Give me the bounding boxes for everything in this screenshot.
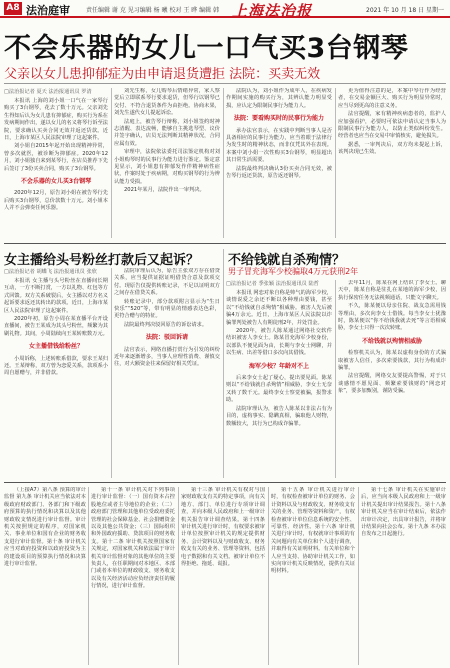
paragraph: 不久，陈某便以母亲住院、战友急需用钱等理由，多次向李女士借钱。每当李女士犹豫时，陈某便以“你不给钱我就去死”等言语相威胁，李女士只得一次次转账。 xyxy=(338,303,446,332)
story-three-column-2 xyxy=(338,280,446,478)
paragraph: 去年11月，陈某在网上结识了李女士。聊天中，陈某自称是驻扎在某地的海军少校，因执行保密任务无法视频通话，只能文字聊天。 xyxy=(338,280,446,301)
paragraph: （上接A7）第八条 预算的审计监督 第九条 审计机关应当依法对本级政府财政部门、各部门和下级政府预算的执行情况和决算以及其他财政收支情况进行审计监督。审计机关按照规定的程序，对国家机关、事业单位和国有企业的财务收支进行审计监督。第十条 审计机关应当对政府投资和以政府投资为主的建设项目的预算执行情况和决算进行审计监督。 xyxy=(4,487,86,568)
editors-line: 责任编辑 谢 克 见习编辑 杨 曦 校对 王 晔 编辑 韩 xyxy=(86,7,220,14)
paragraph: 更为值得注意的是，本案中琴行作为经营者，在交易金额巨大、购买行为明显异常时，应当尽到更高的注意义务。 xyxy=(338,88,446,109)
story-three-column-1 xyxy=(226,280,332,478)
page-number: A8 xyxy=(4,2,22,15)
paragraph: 法院认为，刘小姐作为成年人，在疾病发作期间实施的购买行为，其辨认能力明显受损，应认定为限制民事行为能力人。 xyxy=(226,88,332,109)
paragraph: 刘先生称，女儿购琴后情绪异常，家人察觉后立即联系琴行要求退货，但琴行以钢琴已交付、不符合退货条件为由拒绝。协商未果，刘先生遂代女儿提起诉讼。 xyxy=(114,88,220,117)
paragraph: 法院最终判决确认3份买卖合同无效，被告琴行返还货款，原告返还钢琴。 xyxy=(226,165,332,180)
lead-subhead: 父亲以女儿患抑郁症为由申请退货遭拒 法院：买卖无效 xyxy=(4,67,321,82)
story-two-headline: 女主播给头号粉丝打款后又起诉？ xyxy=(4,253,200,268)
lead-column-3 xyxy=(226,88,332,238)
divider xyxy=(4,243,446,244)
paragraph: 法院审理后认为，原告主张双方存在借贷关系，应当提供证据证明借贷合意及款项交付。现原告仅提供转账记录，不足以证明双方之间存在借贷关系。 xyxy=(114,268,220,297)
paragraph: 法院最终判决驳回原告的诉讼请求。 xyxy=(124,321,208,328)
paragraph: 第十七条 审计机关在实施审计后，应当向本级人民政府和上一级审计机关提出审计结果报告。第十八条 审计机关应当在审计结束后，依法作出审计决定，出具审计报告，并将审计结果向社会公布。第十九条 本办法自发布之日起施行。 xyxy=(361,487,446,538)
divider xyxy=(178,487,179,665)
story-three-headline: 不给钱就自杀殉情？ xyxy=(228,253,346,268)
byline: □法治报记者 胡蝶飞 法治报通讯员 张欣 xyxy=(4,269,97,275)
paragraph: 法官提醒，网络交友要提高警惕，对于只谈感情不愿见面、频繁索要钱财的“网恋对象”，要多加甄别，谨防受骗。 xyxy=(338,373,446,395)
paragraph: 本报讯 网恋对象自称是帅气的海军少校，谈情说爱之余还不断以各种理由要钱，甚至以“不给钱就自杀殉情”相威胁。被害人先后被骗4万余元。近日，上海市某区人民法院以诈骗罪判处被告人有期徒刑2年，并处罚金。 xyxy=(226,290,332,326)
byline: □法治报记者 夏天 法治报通讯员 罗清 xyxy=(4,89,92,95)
regulation-column-2 xyxy=(91,487,175,665)
lead-column-4 xyxy=(338,88,446,238)
story-two-column-2 xyxy=(114,268,220,478)
issue-date: 2021 年 10 月 18 日 星期一 xyxy=(366,7,444,14)
paragraph: 第十五条 审计机关进行审计时，有权检查被审计单位的财务、会计资料以及与财政收支、财务收支有关的业务、管理等资料和资产，有权检查被审计单位信息系统的安全性、可靠性、经济性。第十六条 审计机关进行审计时，有权就审计事项的有关问题向有关单位和个人进行调查，并取得有关证明材料。有关单位和个人应当支持、协助审计机关工作，如实向审计机关反映情况，提供有关证明材料。 xyxy=(271,487,355,575)
section-subtitle: 女主播借钱给粉丝？ xyxy=(28,343,83,351)
paragraph: 转账记录中，部分款项附言显示为“生日快乐”“520”等，带有明显的情感表达色彩，更符合赠与的特征。 xyxy=(114,298,220,320)
paragraph: 第十三条 审计机关有权对与国家财政收支有关的特定事项，向有关地方、部门、单位进行专项审计调查，并向本级人民政府和上一级审计机关报告审计调查结果。第十四条 审计机关进行审计时，有权要求被审计单位按照审计机关的规定提供财务、会计资料以及与财政收支、财务收支有关的业务、管理等资料，包括电子数据和有关文档。被审计单位不得拒绝、拖延、谎报。 xyxy=(181,487,265,568)
paragraph: 审理中，法院依法委托司法鉴定机构对刘小姐购琴时的民事行为能力进行鉴定。鉴定意见显示，刘小姐患有抑郁发作伴精神病性症状，作案时处于疾病期，对购买钢琴的行为辨认能力受损。 xyxy=(114,149,220,185)
byline: □法治报记者 季张颖 法治报通讯员 陆哲 xyxy=(226,281,319,287)
paragraph: 法官提醒，家有精神疾病患者的，监护人应加强看护，必要时可依法申请认定当事人为限制民事行为能力人，以防止类似纠纷发生。经营者也应当在交易中审慎核实，避免损失。 xyxy=(338,111,446,140)
lead-column-2 xyxy=(114,88,220,238)
story-two-column-1 xyxy=(4,268,108,478)
regulation-column-5 xyxy=(361,487,446,665)
divider xyxy=(268,487,269,665)
section-title: 法治庭审 xyxy=(26,4,70,17)
divider xyxy=(111,268,112,478)
paragraph: 本报讯 女主播与头号粉丝在直播间长期互动，一方不断打赏，一方以礼物、红包等方式回馈。双方关系破裂后，女主播以对方名义起诉要求返还其转出的款项。近日，上海市某区人民法院审理了这起案件。 xyxy=(4,278,108,314)
section-subtitle: 法院：要看购买时的民事行为能力 xyxy=(233,115,324,123)
divider xyxy=(223,249,224,478)
paragraph: 第十一条 审计机关对下列事项进行审计监督：（一）国有资本占控股地位或者主导地位的企业；（二）政府部门管理和其他单位受政府委托管理的社会保障基金、社会捐赠资金以及其他公共资金；（三）国际组织和外国政府援助、贷款项目的财务收支。第十二条 审计机关按照国家有关规定，对国家机关和依法属于审计机关审计监督对象的其他单位的主要负责人，在任职期间对本地区、本部门或者本单位的财政收支、财务收支以及有关经济活动应负经济责任的履行情况，进行审计监督。 xyxy=(91,487,175,590)
paragraph: 法官表示，网络直播打赏行为引发的纠纷近年来逐渐增多，当事人应理性消费、谨慎交往，对大额资金往来保留好相关凭证。 xyxy=(114,346,220,368)
paragraph: 2020年，被告人陈某通过网络社交软件结识被害人李女士。陈某冒充海军少校身份，以部队不便见面为由，长期与李女士网聊，并以生病、出差等借口多次向其借钱。 xyxy=(226,328,332,357)
masthead xyxy=(0,0,450,18)
section-subtitle: 不给钱就以殉情相威胁 xyxy=(361,337,422,345)
lead-column-1 xyxy=(4,88,108,238)
section-subtitle: 不会乐器的女儿买3台钢琴 xyxy=(20,178,92,186)
story-three-subhead: 男子冒充海军少校骗取4万元获刑2年 xyxy=(228,267,359,276)
paragraph: 法院审理认为，被告人陈某以非法占有为目的，虚构事实、隐瞒真相，骗取他人财物，数额较大，其行为已构成诈骗罪。 xyxy=(226,405,332,427)
regulation-column-4 xyxy=(271,487,355,665)
paragraph: 2020年初，原告小周在某直播平台开设直播间，被告王某成为其头号粉丝，频繁为其刷礼物。其间，小周陆续向王某转账数万元。 xyxy=(4,316,108,337)
regulation-column-3 xyxy=(181,487,265,665)
paragraph: 2020年12月，原告刘小姐在被告琴行先后购买3台钢琴，总价款数十万元。刘小姐本人并不会弹奏任何乐器。 xyxy=(4,190,108,212)
divider xyxy=(223,88,224,238)
regulation-column-1 xyxy=(4,487,86,665)
lead-headline: 不会乐器的女儿一口气买3台钢琴 xyxy=(4,33,409,64)
paragraph: 法庭上，被告琴行辩称，刘小姐签约时神志清醒、表达流畅，能够自主挑选琴型、议价并签字确认，店员无法判断其精神状况，合同应属有效。 xyxy=(114,118,220,147)
paragraph: 承办法官表示，在实践中判断当事人是否具备相应的民事行为能力，应当着眼于法律行为发生时的精神状态，而非仅凭其外在表现。本案中刘小姐一次性购买3台钢琴，明显超出其日常生活需要。 xyxy=(226,127,332,164)
paragraph: 检察机关认为，陈某以虚构身份的方式骗取被害人信任，多次索要钱款，其行为构成诈骗罪。 xyxy=(338,350,446,372)
paragraph: 刘小姐自2015年起开始出现精神异常，曾多次就医，被诊断为抑郁症。2020年12月，刘小姐独自来到某琴行，在店员推荐下先后签订了3份买卖合同，购买了3台钢琴。 xyxy=(4,143,108,172)
divider xyxy=(335,88,336,238)
section-subtitle: 海军少校？年龄对不上 xyxy=(248,362,309,370)
divider xyxy=(88,487,89,665)
paragraph: 小周诉称，上述转账系借款，要求王某归还。王某辩称，双方曾为恋爱关系，款项系小周自愿赠与，并非借款。 xyxy=(4,355,108,377)
paragraph: 本报讯 上海的刘小姐一口气在一家琴行购买了3台钢琴，花去了数十万元。父亲刘先生得知后认为女儿患有抑郁症，购买行为系在发病期间作出，遂以女儿的名义将琴行诉至法院，要求确认买卖合同无效并返还货款。近日，上海市某区人民法院审理了这起案件。 xyxy=(4,98,108,142)
divider xyxy=(4,482,446,483)
paper-logo: 上海法治报 xyxy=(232,2,313,20)
divider xyxy=(335,280,336,478)
paragraph: 后来李女士起了疑心，提出要见面。陈某则以“不给钱就自杀殉情”相威胁，李女士无奈又转了数千元。最终李女士察觉被骗，报警求助。 xyxy=(226,375,332,404)
paragraph: 2021年某月，法院作出一审判决。 xyxy=(124,187,205,194)
divider xyxy=(111,88,112,238)
paragraph: 据悉，一审判决后，双方均未提起上诉，该判决现已生效。 xyxy=(338,141,446,156)
section-subtitle: 法院：驳回诉请 xyxy=(145,334,188,342)
divider xyxy=(358,487,359,665)
divider xyxy=(4,83,446,84)
